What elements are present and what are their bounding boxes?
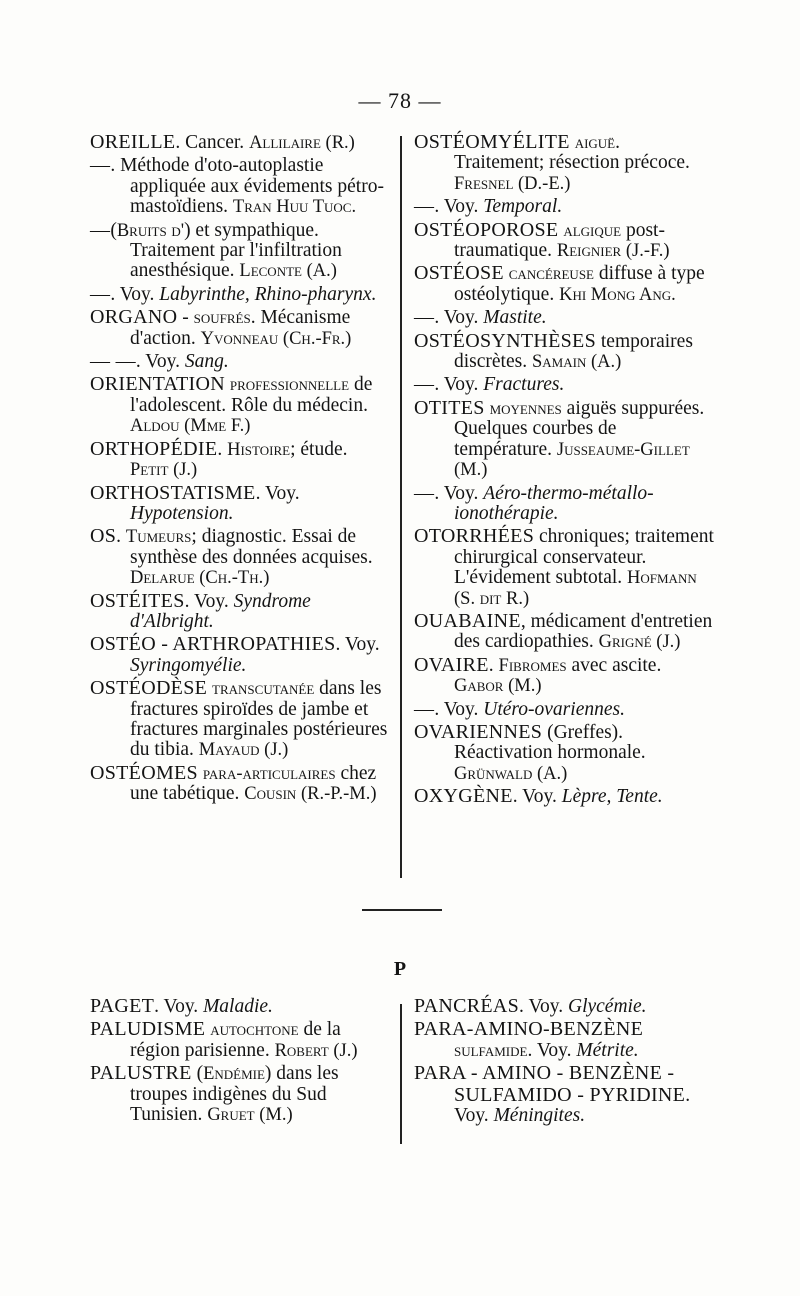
entry-heading: — bbox=[414, 481, 435, 504]
entry-author: Delarue (Ch.-Th.) bbox=[130, 568, 270, 589]
entry-small-caps: Fibromes bbox=[498, 655, 567, 676]
entry-heading: OVARIENNES bbox=[414, 720, 543, 743]
entry-author: Gruet (M.) bbox=[207, 1105, 293, 1126]
entry-heading: — bbox=[90, 282, 111, 305]
index-entry bbox=[90, 483, 390, 525]
entry-heading: — bbox=[90, 154, 111, 177]
index-entry bbox=[414, 307, 714, 328]
entry-cross-reference: Fractures. bbox=[483, 374, 565, 396]
entry-text: . Voy. bbox=[434, 196, 484, 218]
index-entry bbox=[414, 699, 714, 720]
entry-text-continued: aiguës suppurées. Quelques courbes de température. bbox=[454, 397, 705, 460]
index-entry bbox=[90, 155, 390, 217]
entry-author: Grünwald (A.) bbox=[454, 763, 568, 784]
index-entry bbox=[90, 1019, 390, 1061]
entry-small-caps: algique bbox=[563, 220, 622, 241]
index-column-right-top bbox=[414, 132, 714, 810]
entry-text: . bbox=[116, 526, 126, 548]
entry-author: Jusseaume-Gillet (M.) bbox=[454, 439, 690, 481]
entry-heading: ORTHOSTATISME bbox=[90, 481, 256, 504]
entry-text-continued: . Voy. bbox=[527, 1039, 577, 1061]
index-entry bbox=[414, 220, 714, 262]
index-entry bbox=[90, 374, 390, 436]
index-entry bbox=[414, 526, 714, 609]
entry-heading: — bbox=[414, 373, 435, 396]
entry-text: . Voy. bbox=[135, 351, 185, 373]
section-separator-rule bbox=[362, 909, 442, 911]
index-entry bbox=[414, 374, 714, 395]
entry-text: . bbox=[217, 438, 228, 460]
entry-small-caps: Bruits d' bbox=[116, 220, 185, 241]
index-entry bbox=[90, 634, 390, 676]
index-entry bbox=[90, 526, 390, 588]
entry-author: Reignier (J.-F.) bbox=[556, 241, 670, 262]
entry-heading: OSTÉOPOROSE bbox=[414, 218, 559, 241]
entry-author: Petit (J.) bbox=[130, 460, 198, 481]
entry-cross-reference: Mastite. bbox=[483, 307, 547, 329]
entry-cross-reference: Maladie. bbox=[203, 996, 273, 1017]
entry-text-continued: de la région parisienne. bbox=[130, 1019, 341, 1061]
entry-text: ( bbox=[191, 1063, 204, 1085]
entry-text-continued: post-traumatique. bbox=[454, 219, 665, 262]
entry-cross-reference: Sang. bbox=[184, 351, 229, 373]
entry-cross-reference: Métrite. bbox=[576, 1039, 639, 1061]
entry-small-caps: moyennes bbox=[489, 398, 562, 419]
entry-heading: OTITES bbox=[414, 396, 485, 419]
entry-text-continued: avec ascite. bbox=[566, 654, 662, 676]
entry-text-continued: ; diagnostic. Essai de synthèse des données acquises. bbox=[130, 526, 373, 568]
entry-text-continued: diffuse à type ostéolytique. bbox=[454, 263, 705, 305]
entry-cross-reference: Labyrinthe, Rhino-pharynx. bbox=[159, 283, 377, 305]
index-entry bbox=[90, 284, 390, 305]
entry-small-caps: Histoire bbox=[227, 439, 291, 460]
index-entry bbox=[90, 996, 390, 1017]
entry-author: Gabor (M.) bbox=[454, 676, 542, 697]
index-entry bbox=[414, 786, 714, 807]
entry-text: - bbox=[177, 307, 194, 329]
index-column-right-bottom bbox=[414, 996, 714, 1128]
entry-heading: OREILLE bbox=[90, 131, 176, 153]
entry-heading: PANCRÉAS bbox=[414, 995, 520, 1017]
entry-text: (Greffes). Réactivation hormonale. bbox=[454, 721, 646, 764]
entry-small-caps: Endémie bbox=[203, 1064, 265, 1085]
entry-heading: — — bbox=[90, 350, 136, 373]
index-entry bbox=[414, 263, 714, 305]
entry-text-continued: . Traitement; résection précoce. bbox=[454, 132, 690, 174]
index-entry bbox=[90, 763, 390, 805]
entry-text: . Voy. bbox=[434, 374, 484, 396]
entry-heading: PARA-AMINO-BENZÈNE bbox=[414, 1018, 644, 1041]
entry-heading: OSTÉOMES bbox=[90, 761, 198, 784]
entry-cross-reference: Hypotension. bbox=[130, 502, 234, 524]
entry-author: Allilaire (R.) bbox=[249, 133, 355, 153]
entry-small-caps: cancéreuse bbox=[508, 264, 594, 285]
index-entry bbox=[414, 398, 714, 481]
section-letter: P bbox=[393, 958, 407, 980]
entry-heading: OSTÉO - ARTHROPATHIES bbox=[90, 633, 336, 656]
entry-heading: OXYGÈNE bbox=[414, 785, 513, 808]
index-column-left-top bbox=[90, 132, 390, 807]
entry-author: Aldou (Mme F.) bbox=[130, 416, 251, 437]
entry-cross-reference: Temporal. bbox=[483, 196, 563, 218]
entry-text: . Voy. bbox=[184, 590, 234, 612]
entry-text: . Voy. bbox=[110, 283, 160, 305]
column-divider-bottom bbox=[400, 1004, 402, 1144]
index-entry bbox=[414, 196, 714, 217]
entry-text: . Voy. bbox=[512, 786, 562, 808]
entry-text: . Méthode d'oto-autoplastie appliquée aux évidements pétro-mastoïdiens. bbox=[110, 155, 384, 218]
entry-small-caps: aiguë bbox=[574, 133, 616, 153]
entry-text-continued: dans les fractures spiroïdes de jambe et fractures marginales postérieures du tibia. bbox=[130, 678, 388, 761]
entry-text: temporaires discrètes. bbox=[454, 330, 693, 373]
entry-author: Cousin (R.-P.-M.) bbox=[244, 784, 377, 805]
entry-heading: OUABAINE bbox=[414, 609, 521, 632]
entry-text: , médicament d'entretien des cardiopathies. bbox=[454, 610, 713, 653]
index-entry bbox=[90, 307, 390, 349]
entry-small-caps: transcutanée bbox=[212, 679, 315, 700]
entry-heading: OTORRHÉES bbox=[414, 525, 535, 548]
index-entry bbox=[414, 1063, 714, 1126]
entry-text: . bbox=[488, 654, 499, 676]
entry-author: Grigné (J.) bbox=[598, 632, 681, 653]
entry-heading: — bbox=[90, 218, 111, 241]
index-entry bbox=[414, 331, 714, 373]
index-entry bbox=[414, 611, 714, 653]
entry-author: Fresnel (D.-E.) bbox=[454, 173, 571, 194]
entry-heading: — bbox=[414, 195, 435, 218]
index-entry bbox=[90, 678, 390, 761]
entry-text-continued: de l'adolescent. Rôle du médecin. bbox=[130, 374, 373, 416]
entry-small-caps: para-articulaires bbox=[202, 763, 336, 784]
entry-author: Khi Mong Ang. bbox=[559, 284, 676, 305]
entry-cross-reference: Utéro-ovariennes. bbox=[483, 698, 625, 720]
entry-small-caps: soufrés bbox=[193, 308, 251, 329]
entry-heading: PARA - AMINO - BENZÈNE - SULFAMIDO - PYRIDINE bbox=[414, 1062, 686, 1106]
entry-author: Yvonneau (Ch.-Fr.) bbox=[200, 328, 352, 349]
column-divider-top bbox=[400, 136, 402, 878]
index-entry bbox=[90, 220, 390, 282]
index-entry bbox=[90, 132, 390, 153]
index-entry bbox=[90, 351, 390, 372]
entry-text-continued: ; étude. bbox=[290, 438, 348, 460]
entry-text: chroniques; traitement chirurgical conservateur. L'évidement subtotal. bbox=[454, 526, 714, 589]
entry-text: . Voy. bbox=[335, 634, 380, 656]
entry-text: . Voy. bbox=[154, 996, 204, 1017]
entry-author: Leconte (A.) bbox=[239, 261, 337, 282]
entry-heading: OS bbox=[90, 525, 117, 548]
entry-text-continued: ) dans les troupes indigènes du Sud Tunisien. bbox=[130, 1063, 339, 1126]
entry-text-continued: chez une tabétique. bbox=[130, 762, 377, 805]
entry-author: Hofmann (S. dit R.) bbox=[454, 568, 697, 609]
entry-text: . Voy. bbox=[434, 698, 484, 720]
entry-heading: ORIENTATION bbox=[90, 373, 226, 396]
index-entry bbox=[90, 439, 390, 481]
entry-heading: OSTÉOSE bbox=[414, 262, 504, 285]
entry-small-caps: Tumeurs bbox=[125, 527, 192, 548]
entry-text: . Voy. bbox=[434, 307, 484, 329]
entry-cross-reference: Syndrome d'Albright. bbox=[130, 590, 311, 632]
entry-heading: ORGANO bbox=[90, 306, 178, 329]
entry-heading: — bbox=[414, 697, 435, 720]
index-entry bbox=[414, 132, 714, 194]
entry-heading: PALUDISME bbox=[90, 1018, 206, 1041]
entry-heading: OSTÉITES bbox=[90, 589, 185, 612]
entry-author: Robert (J.) bbox=[274, 1040, 358, 1061]
entry-heading: ORTHOPÉDIE bbox=[90, 437, 218, 460]
entry-cross-reference: Lèpre, Tente. bbox=[561, 786, 663, 808]
entry-cross-reference: Aéro-thermo-métallo-ionothérapie. bbox=[454, 482, 654, 524]
entry-text-continued: ) et sympathique. Traitement par l'infiltration anesthésique. bbox=[130, 219, 342, 282]
index-entry bbox=[414, 483, 714, 525]
index-entry bbox=[90, 1063, 390, 1125]
entry-text: ( bbox=[110, 219, 117, 241]
entry-text-continued: . Mécanisme d'action. bbox=[130, 307, 351, 349]
entry-cross-reference: Méningites. bbox=[493, 1105, 586, 1127]
entry-heading: OVAIRE bbox=[414, 653, 489, 676]
page-number: — 78 — bbox=[358, 88, 442, 113]
entry-heading: OSTÉODÈSE bbox=[90, 677, 208, 700]
entry-heading: — bbox=[414, 306, 435, 329]
entry-small-caps: sulfamide bbox=[454, 1040, 528, 1061]
entry-author: Samain (A.) bbox=[531, 352, 622, 373]
entry-text: . Voy. bbox=[255, 482, 300, 504]
index-entry bbox=[414, 655, 714, 697]
entry-heading: OSTÉOSYNTHÈSES bbox=[414, 329, 596, 352]
entry-heading: OSTÉOMYÉLITE bbox=[414, 131, 570, 153]
entry-heading: PALUSTRE bbox=[90, 1062, 192, 1085]
index-entry bbox=[414, 722, 714, 784]
entry-cross-reference: Glycémie. bbox=[568, 996, 647, 1017]
entry-text: . Voy. bbox=[454, 1084, 691, 1127]
entry-text: . Voy. bbox=[434, 482, 484, 504]
index-entry bbox=[414, 1019, 714, 1061]
entry-text: . Voy. bbox=[519, 996, 568, 1017]
entry-cross-reference: Syringomyélie. bbox=[130, 654, 247, 676]
entry-text: . Cancer. bbox=[175, 132, 250, 153]
entry-author: Tran Huu Tuoc. bbox=[232, 197, 357, 218]
index-column-left-bottom bbox=[90, 996, 390, 1127]
entry-heading: PAGET bbox=[90, 995, 155, 1017]
entry-author: Mayaud (J.) bbox=[198, 740, 289, 761]
entry-small-caps: autochtone bbox=[210, 1020, 299, 1041]
entry-small-caps: professionnelle bbox=[229, 375, 350, 396]
index-entry bbox=[90, 591, 390, 633]
index-entry bbox=[414, 996, 714, 1017]
